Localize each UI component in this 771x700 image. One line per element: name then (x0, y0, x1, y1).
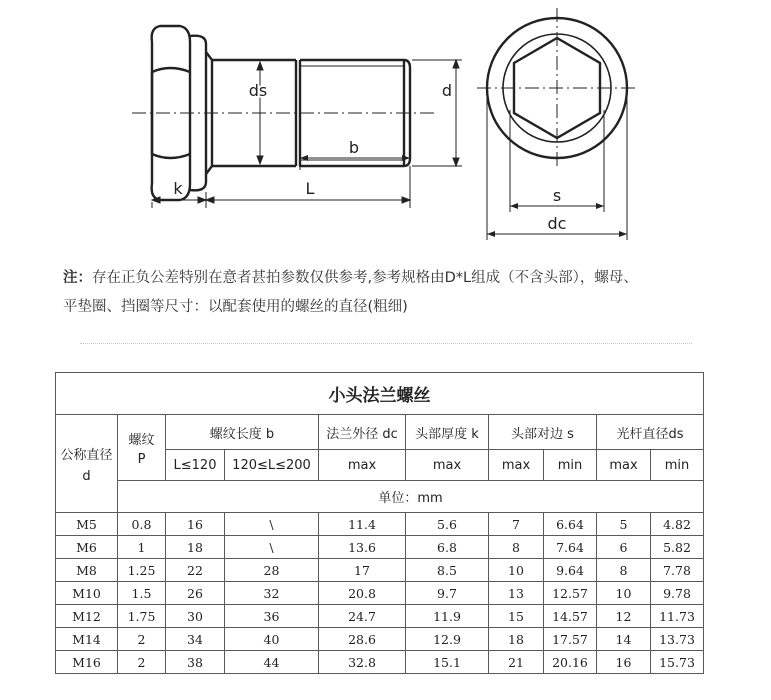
table-cell: 16 (166, 513, 225, 536)
table-cell: 0.8 (118, 513, 166, 536)
table-cell: 4.82 (651, 513, 704, 536)
header-across-flats: 头部对边 s (489, 415, 597, 450)
table-cell: 7 (489, 513, 544, 536)
header-pitch: 螺纹 P (118, 415, 166, 481)
table-cell: M5 (56, 513, 118, 536)
header-ds-max: max (597, 450, 651, 481)
table-cell: 32 (225, 582, 319, 605)
header-ds-min: min (651, 450, 704, 481)
table-cell: 6.64 (544, 513, 597, 536)
bolt-drawing (0, 0, 771, 255)
table-cell: \ (225, 513, 319, 536)
dotted-divider (80, 343, 692, 344)
label-b: b (348, 138, 360, 157)
table-cell: 2 (118, 651, 166, 674)
header-flange-diameter: 法兰外径 dc (319, 415, 406, 450)
label-dc: dc (547, 214, 567, 233)
header-s-min: min (544, 450, 597, 481)
label-ds: ds (248, 81, 268, 100)
table-cell: 8 (489, 536, 544, 559)
header-k-max: max (406, 450, 489, 481)
table-cell: 13.6 (319, 536, 406, 559)
table-cell: 6 (597, 536, 651, 559)
table-cell: 1 (118, 536, 166, 559)
table-cell: 20.16 (544, 651, 597, 674)
label-k: k (173, 179, 183, 198)
table-cell: 10 (597, 582, 651, 605)
table-cell: 24.7 (319, 605, 406, 628)
table-cell: 15.1 (406, 651, 489, 674)
table-body (56, 513, 704, 674)
table-cell: 1.25 (118, 559, 166, 582)
table-cell: 22 (166, 559, 225, 582)
header-dc-max: max (319, 450, 406, 481)
table-cell: 14.57 (544, 605, 597, 628)
table-cell: 5 (597, 513, 651, 536)
header-l-long: 120≤L≤200 (225, 450, 319, 481)
table-cell: 32.8 (319, 651, 406, 674)
table-cell: 1.5 (118, 582, 166, 605)
table-cell: 11.9 (406, 605, 489, 628)
label-s: s (552, 186, 562, 205)
table-row (56, 628, 704, 651)
table-cell: 18 (166, 536, 225, 559)
label-d: d (441, 81, 453, 100)
table-cell: 11.73 (651, 605, 704, 628)
table-cell: 16 (597, 651, 651, 674)
table-row (56, 559, 704, 582)
table-cell: 30 (166, 605, 225, 628)
table-cell: 34 (166, 628, 225, 651)
table-cell: M6 (56, 536, 118, 559)
table-cell: 40 (225, 628, 319, 651)
table-cell: 21 (489, 651, 544, 674)
table-cell: 17.57 (544, 628, 597, 651)
note-line-1: 注：存在正负公差特别在意者甚拍参数仅供参考,参考规格由D*L组成（不含头部），螺母、 (63, 270, 638, 286)
table-cell: 8.5 (406, 559, 489, 582)
table-row (56, 651, 704, 674)
table-cell: 5.82 (651, 536, 704, 559)
table-cell: 44 (225, 651, 319, 674)
table-cell: 20.8 (319, 582, 406, 605)
spec-note (63, 264, 723, 322)
table-cell: 5.6 (406, 513, 489, 536)
table-cell: M10 (56, 582, 118, 605)
table-cell: 15.73 (651, 651, 704, 674)
table-row (56, 513, 704, 536)
table-row (56, 582, 704, 605)
table-cell: 38 (166, 651, 225, 674)
header-shank-diameter: 光杆直径ds (597, 415, 704, 450)
table-cell: 17 (319, 559, 406, 582)
header-head-thickness: 头部厚度 k (406, 415, 489, 450)
table-cell: 26 (166, 582, 225, 605)
table-cell: 12.9 (406, 628, 489, 651)
table-cell: 10 (489, 559, 544, 582)
table-cell: 12 (597, 605, 651, 628)
table-cell: 8 (597, 559, 651, 582)
table-cell: 28 (225, 559, 319, 582)
label-L: L (305, 179, 315, 198)
note-line-2: 平垫圈、挡圈等尺寸：以配套使用的螺丝的直径(粗细) (63, 299, 408, 315)
note-prefix: 注： (63, 270, 92, 286)
table-cell: 11.4 (319, 513, 406, 536)
table-cell: 6.8 (406, 536, 489, 559)
table-row (56, 536, 704, 559)
table-cell: 7.78 (651, 559, 704, 582)
table-cell: 15 (489, 605, 544, 628)
table-title: 小头法兰螺丝 (56, 373, 704, 415)
header-thread-length: 螺纹长度 b (166, 415, 319, 450)
header-s-max: max (489, 450, 544, 481)
table-cell: M12 (56, 605, 118, 628)
table-cell: 9.64 (544, 559, 597, 582)
table-cell: 13.73 (651, 628, 704, 651)
table-cell: 18 (489, 628, 544, 651)
header-nominal-diameter: 公称直径 d (56, 415, 118, 513)
table-cell: M8 (56, 559, 118, 582)
table-cell: \ (225, 536, 319, 559)
table-cell: 2 (118, 628, 166, 651)
table-cell: 9.7 (406, 582, 489, 605)
table-cell: M16 (56, 651, 118, 674)
table-cell: 13 (489, 582, 544, 605)
table-cell: 14 (597, 628, 651, 651)
header-unit: 单位：mm (118, 481, 704, 513)
table-cell: 7.64 (544, 536, 597, 559)
table-cell: M14 (56, 628, 118, 651)
table-cell: 9.78 (651, 582, 704, 605)
table-cell: 1.75 (118, 605, 166, 628)
table-cell: 12.57 (544, 582, 597, 605)
header-l-short: L≤120 (166, 450, 225, 481)
table-cell: 36 (225, 605, 319, 628)
spec-table (55, 372, 704, 674)
table-row (56, 605, 704, 628)
table-cell: 28.6 (319, 628, 406, 651)
